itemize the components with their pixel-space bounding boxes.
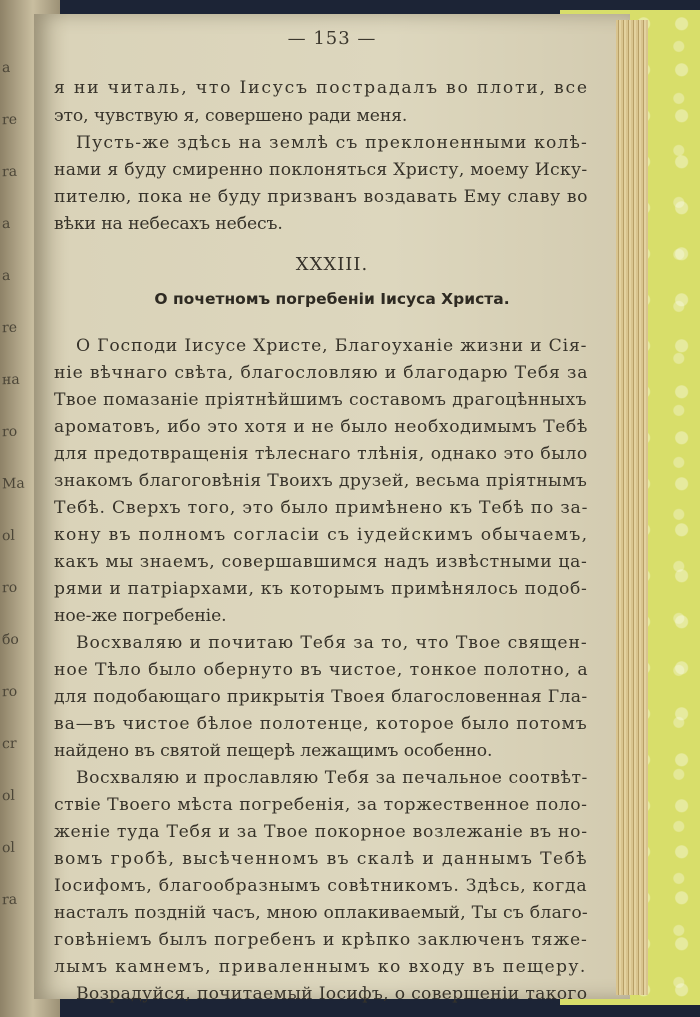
text-line: нами я буду смиренно поклоняться Христу, моему Иску- <box>54 160 588 180</box>
text-line: О Господи Іисусе Христе, Благоуханіе жизни и Сія- <box>76 336 588 356</box>
text-line: знакомъ благоговѣнія Твоихъ друзей, весьма пріятнымъ <box>54 471 588 491</box>
left-page-text-fragment: a <box>2 267 11 285</box>
left-page-text-fragment: ol <box>2 787 15 805</box>
text-line: Восхваляю и почитаю Тебя за то, что Твое священ- <box>76 633 588 653</box>
text-line: я ни читаль, что Іисусъ пострадалъ во плоти, все <box>54 78 589 98</box>
left-page-text-fragment: cr <box>2 735 17 753</box>
left-page-text-fragment: ol <box>2 839 15 857</box>
text-line: ное Тѣло было обернуто въ чистое, тонкое полотно, а <box>54 660 589 680</box>
text-line: ное-же погребеніе. <box>54 606 227 626</box>
left-page-text-fragment: ra <box>2 891 18 909</box>
text-line: говѣніемъ былъ погребенъ и крѣпко заключенъ тяже- <box>54 930 588 950</box>
left-page-text-fragment: re <box>2 111 17 129</box>
page-number: — 153 — <box>287 28 377 49</box>
text-line: ва—въ чистое бѣлое полотенце, которое было потомъ <box>54 714 588 734</box>
chapter-title: О почетномъ погребеніи Іисуса Христа. <box>154 290 510 308</box>
text-line: Твое помазаніе пріятнѣйшимъ составомъ драгоцѣнныхъ <box>54 390 587 410</box>
left-page-text-fragment: a <box>2 59 11 77</box>
text-line: лымъ камнемъ, приваленнымъ ко входу въ пещеру. <box>54 957 587 977</box>
text-line: Іосифомъ, благообразнымъ совѣтникомъ. Здѣсь, когда <box>54 876 588 896</box>
text-line: Восхваляю и прославляю Тебя за печальное соотвѣт- <box>76 768 588 788</box>
text-line: это, чувствую я, совершено ради меня. <box>54 106 408 126</box>
left-page-text-fragment: на <box>2 371 20 389</box>
text-line: Тебѣ. Сверхъ того, это было примѣнено къ Тебѣ по за- <box>54 498 589 518</box>
text-line: рями и патріархами, къ которымъ примѣнялось подоб- <box>54 579 588 599</box>
left-page-text-fragment: Ma <box>2 475 25 493</box>
text-line: Возрадуйся, почитаемый Іосифъ, о совершеніи такого <box>76 984 588 1004</box>
book-page <box>34 14 630 1004</box>
left-page-text-fragment: ra <box>2 163 18 181</box>
text-line: женіе туда Тебя и за Твое покорное возлежаніе въ но- <box>54 822 588 842</box>
text-line: вѣки на небесахъ небесъ. <box>54 214 283 234</box>
text-line: ствіе Твоего мѣста погребенія, за торжественное поло- <box>54 795 588 815</box>
page-fore-edge <box>616 20 648 995</box>
text-line: найдено въ святой пещерѣ лежащимъ особенно. <box>54 741 493 761</box>
text-line: ароматовъ, ибо это хотя и не было необходимымъ Тебѣ <box>54 417 588 437</box>
chapter-number: XXXIII. <box>295 254 369 275</box>
text-line: кону въ полномъ согласіи съ іудейскимъ обычаемъ, <box>54 525 589 545</box>
left-page-text-fragment: ro <box>2 423 18 441</box>
text-line: ніе вѣчнаго свѣта, благословляю и благодарю Тебя за <box>54 363 589 383</box>
text-line: насталъ поздній часъ, мною оплакиваемый, Ты съ благо- <box>54 903 588 923</box>
text-line: какъ мы знаемъ, совершавшимся надъ извѣстными ца- <box>54 552 588 572</box>
text-line: для подобающаго прикрытія Твоея благословенная Гла- <box>54 687 588 707</box>
text-line: пителю, пока не буду призванъ воздавать Ему славу во <box>54 187 589 207</box>
text-line: для предотвращенія тѣлеснаго тлѣнія, однако это было <box>54 444 588 464</box>
left-page-text-fragment: re <box>2 319 17 337</box>
left-page-text-fragment: ro <box>2 683 18 701</box>
left-page-text-fragment: a <box>2 215 11 233</box>
left-page-text-fragment: ol <box>2 527 15 545</box>
text-line: вомъ гробѣ, высѣченномъ въ скалѣ и даннымъ Тебѣ <box>54 849 588 869</box>
left-page-text-fragment: бо <box>2 631 19 649</box>
left-page-text-fragment: ro <box>2 579 18 597</box>
text-line: Пусть-же здѣсь на землѣ съ преклоненными колѣ- <box>76 133 588 153</box>
